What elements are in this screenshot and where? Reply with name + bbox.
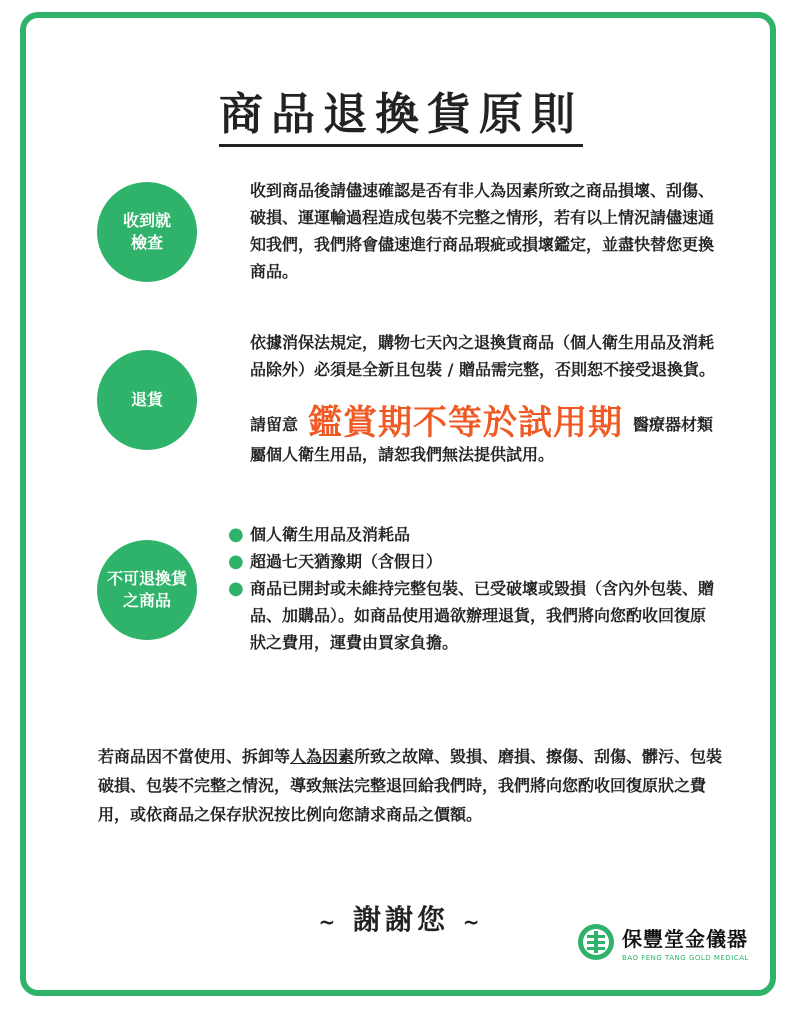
thanks-text: 謝謝您 — [352, 903, 449, 936]
return-policy-text: 依據消保法規定，購物七天內之退換貨商品（個人衛生用品及消耗品除外）必須是全新且包裝 / 贈品需完整，否則恕不接受退換貨。 — [250, 333, 715, 379]
bullet-dot: ● — [228, 524, 244, 545]
list-item — [228, 548, 720, 575]
tilde-right: ~ — [462, 910, 484, 934]
logo-name: 保豐堂金儀器 — [622, 926, 748, 951]
list-item — [228, 575, 720, 656]
page-title: 商品退換貨原則 — [219, 89, 583, 147]
bullet-dot: ● — [228, 551, 244, 572]
inspect-on-receipt-text: 收到商品後請儘速確認是否有非人為因素所致之商品損壞、刮傷、破損、運運輸過程造成包裝不完整之情形，若有以上情況請儘速通知我們，我們將會儘速進行商品瑕疵或損壞鑑定，並盡快替您更換商品。 — [250, 181, 715, 281]
page-title-wrap — [0, 78, 802, 142]
footer-text-after: 所致之故障、毀損、磨損、擦傷、刮傷、髒污、包裝破損、包裝不完整之情況，導致無法完整退回給我們時，我們將向您酌收回復原狀之費用，或依商品之保存狀況按比例向您請求商品之價額。 — [98, 747, 723, 824]
trial-notice — [250, 403, 720, 470]
notice-prefix: 請留意 — [250, 415, 299, 434]
bullet-dot: ● — [228, 578, 244, 599]
badge-return: 退貨 — [97, 350, 197, 450]
damage-fee-paragraph — [98, 742, 728, 829]
logo-english-name: BAO FENG TANG GOLD MEDICAL — [622, 953, 749, 962]
list-item — [228, 521, 720, 548]
list-item-text: 商品已開封或未維持完整包裝、已受破壞或毀損（含內外包裝、贈品、加購品）。如商品使用過欲辦理退貨，我們將向您酌收回復原狀之費用，運費由買家負擔。 — [250, 579, 715, 652]
list-item-text: 個人衛生用品及消耗品 — [250, 525, 411, 544]
notice-suffix: 醫療器材類屬個人衛生用品，請恕我們無法提供試用。 — [250, 415, 714, 464]
footer-text-underlined: 人為因素 — [290, 747, 355, 766]
brand-logo — [576, 922, 749, 962]
badge-non-returnable: 不可退換貨 之商品 — [97, 540, 197, 640]
footer-text-before: 若商品因不當使用、拆卸等 — [98, 747, 291, 766]
logo-emblem-icon — [576, 922, 616, 962]
tilde-left: ~ — [318, 910, 340, 934]
page-frame — [20, 12, 776, 996]
badge-inspect-on-receipt: 收到就 檢查 — [97, 182, 197, 282]
non-returnable-list — [228, 521, 720, 656]
list-item-text: 超過七天猶豫期（含假日） — [250, 552, 443, 571]
notice-highlight: 鑑賞期不等於試用期 — [308, 403, 624, 443]
logo-text — [622, 923, 749, 962]
